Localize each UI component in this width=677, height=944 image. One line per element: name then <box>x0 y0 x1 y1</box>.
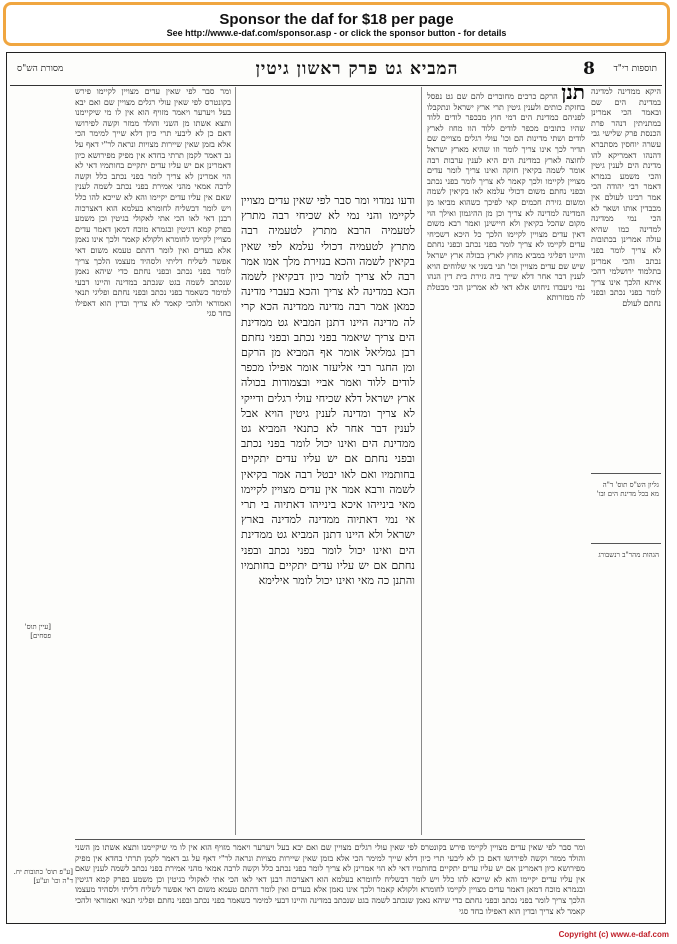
margin-note-left-2: [ע"פ תוס' כתובות יח. ד"ה וכו' וע"ע] <box>13 868 73 885</box>
copyright-notice: Copyright (c) www.e-daf.com <box>558 930 669 939</box>
sponsor-title: Sponsor the daf for $18 per page <box>219 11 454 28</box>
page-title: המביא גט פרק ראשון גיטין <box>255 59 459 79</box>
column-divider-left <box>235 87 236 835</box>
margin-note-right-2: הגהות מהר"ב רנשבורג <box>598 551 659 559</box>
bottom-commentary-text: ומר סבר לפי שאין עדים מצויין לקיימו פירש בקונטרס לפי שאין עולי רגלים מצויין שם ואם יבא בעל ויערער ויאמר מזויף הוא אין לו מי שיקיימנו ותצא אשתו מן השני והולד ממזר וקשה לפירושו דאם כן לא ליבעי תרי כיון דלא שייך למימר הכי אלא בזמן שאין שיירות מצויות ונראה לר"י דאף על גב דאמר לקמן תרתי בחדא אין מפיק מפירושא כיון דאמרינן אם יש עליו עדים יתקיים בחותמיו דאי לא הוי אמרינן לא צריך לומר בפני נכתב כלל וקשה לרבה אמאי מהני אמירת בפני נכתב לשמה לענין שאם אין עליו עדים יקיימו והא לא שייכא להו כלל ויש לומר דבשליח לחומרא בעלמא הוא דאצרכוה רבנן דאי לאו הכי אתי לאקולי בגיטין וכן משמע בפרק קמא דגיטין ובגמרא מוכח דמאן דאמר עדים מצויין לקיימו לחומרא ולקולא קאמר ולכך אינו נאמן אלא בעדים ואין לומר דהתם טעמא משום דאי אפשר לשליח דליתי ולסהיד מעצמו הלכך צריך לומר בפני נכתב ובפני נחתם כדי שיהא נאמן שנכתב לשמה בגט שנכתב במדינה והיינו דבעי למימר כשאמר בפני נכתב ובפני נחתם ופליגי תנאי ואמוראי ולהכי קאמר לא צריך ובדין הוא דאפילו בחד סגי <box>75 843 585 916</box>
gemara-column <box>241 193 415 835</box>
page-header <box>7 59 665 81</box>
haggahot-note <box>595 551 659 560</box>
page-number: 8 <box>583 59 595 79</box>
mishnah-opening-word: תנן <box>561 87 585 104</box>
rid-separator <box>591 473 661 474</box>
header-left-label: מסורת הש"ס <box>17 64 64 74</box>
bottom-commentary <box>75 843 585 919</box>
column-divider-right <box>421 87 422 835</box>
haggahot-separator <box>591 543 661 544</box>
left-margin-note-bottom <box>13 868 73 886</box>
tosafot-text: ומר סבר לפי שאין עדים מצויין לקיימו פירש בקונטרס לפי שאין עולי רגלים מצויין שם ואם יבא בעל ויערער ויאמר מזויף הוא אין לו מי שיקיימנו ותצא אשתו מן השני והולד ממזר וקשה לפירושו דאם כן לא ליבעי תרי כיון דלא שייך למימר הכי אלא בזמן שאין שיירות מצויות ונראה לר"י דאף על גב דאמר לקמן תרתי בחדא אין מפיק מפירושא כיון דאמרינן אם יש עליו עדים יתקיים בחותמיו דאי לא הוי אמרינן לא צריך לומר בפני נכתב כלל וקשה לרבה אמאי מהני אמירת בפני נכתב לשמה לענין שאם אין עליו עדים יקיימו והא לא שייכא להו כלל ויש לומר דבשליח לחומרא בעלמא הוא דאצרכוה רבנן דאי לאו הכי אתי לאקולי בגיטין וכן משמע בפרק קמא דגיטין ובגמרא מוכח דמאן דאמר עדים מצויין לקיימו לחומרא ולקולא קאמר ולכך אינו נאמן אלא בעדים ואין לומר דהתם טעמא משום דאי אפשר לשליח דליתי ולסהיד מעצמו הלכך צריך לומר בפני נכתב ובפני נחתם כדי שיהא נאמן שנכתב לשמה בגט שנכתב במדינה והיינו דבעי למימר כשאמר בפני נכתב ובפני נחתם ופליגי תנאי ואמוראי ולהכי קאמר לא צריך ובדין הוא דאפילו בחד סגי <box>75 87 231 319</box>
margin-note-left-1: [עיין תוס' פסחים] <box>24 623 51 640</box>
right-margin-note <box>595 481 659 499</box>
left-margin-note <box>13 623 51 641</box>
margin-note-right-1: גליון הש"ס תוס' ד"ה מא בכל מדינת הים ובו' <box>596 481 659 498</box>
tosafot-column <box>75 87 231 835</box>
talmud-page <box>6 52 666 924</box>
header-right-label: תוספות רי"ד <box>613 64 657 74</box>
rashi-column <box>427 87 585 835</box>
sponsor-banner[interactable] <box>3 2 670 46</box>
rashi-text: הרקם כרכים מחוברים להם שם גט נפסל בחזקת כותים ולענין גיטין תרי ארץ ישראל ונתקבלו לפניהם כמדינת הים דמי חוץ מבכפר לודים ללוד שהיו כתובים מכפר לודים ללוד הוו מחוז לארץ לודים ושתי מדינות הם וכו' עולי רגלים מצויים שם תדיר לכך אינו צריך לומר וזו שהיא מארץ ישראל לחוצה לארץ כמדינת הים היא לענין ערבות רבה אומר לשמה בקיאין חזקה ואינו צריך לומר עדים מצויין לקיימו ולכך קאמר לא צריך לומר בפני נכתב ובפני נחתם משום דכולי עלמא לאו בקיאין לשמה ומשום גזירת חכמים קאי לפיכך כשהוא מביאו מן המדינה למדינה לא צריך וכן מן ההיגמון ואילך הוי מקום שהכל בקיאין ולא חיישינן ואמר רבא משום דאין עדים מצויין לקיימו הלכך כל היכא דשכיחי עדים לקיימו לא צריך לומר בפני נכתב ובפני נחתם והיינו דפליגי במביא מחוץ לארץ בכולה ארץ ישראל שיש שם עדים מצויין וכו' תני בשני אי שלוחים הויא לענין דבר אחר דלא שייך ביה גזירת בית דין הנהו נמי ניעבדו ניחוש אלא דאי לא אמרינן הכי מבטלת לה ממזרותא <box>427 92 585 303</box>
sponsor-subtitle[interactable]: See http://www.e-daf.com/sponsor.asp - or click the sponsor button - for details <box>166 28 507 38</box>
gemara-text: ודעו נמדוי ומר סבר לפי שאין עדים מצויין לקיימו והני נמי לא שכיחי רבה מתרץ לטעמיה הרבא מתרץ לטעמיה רבה מתרץ לטעמיה דכולי עלמא לפי שאין בקיאין לשמה והכא בגזירת מלך אמו אמר רבה לא צריך לומר כיון דבקיאין לשמה הכא במדינה לא צריך והכא בעברי מדינה כמאן אמר רבה מדינה ממדינה הכא קרי לה מדינה היינו דתנן המביא גט ממדינת הים צריך שיאמר בפני נכתב ובפני נחתם רבן גמליאל אומר אף המביא מן הרקם ומן החגר רבי אליעזר אומר אפילו מכפר לודים ללוד ואמר אביי ובצמודות בכולה ארץ ישראל דלא שכיחי עולי רגלים ודייקי לא צריך ומדינה לענין גיטין הויא אבל לענין דבר אחר לא כתנאי המביא גט ממדינת הים ואינו יכול לומר בפני נכתב ובפני נחתם אם יש עליו עדים יתקיים בחותמיו ואם לאו יבטל רבה אמר בקיאין לשמה ורבא אמר אין עדים מצויין לקיימו מאי בינייהו איכא בינייהו דאתיוה בי תרי אי נמי דאתיוה ממדינה למדינה בארץ ישראל ולא היינו דתנן המביא גט ממדינת הים ואינו יכול לומר בפני נכתב ובפני נחתם אם יש עליו עדים יתקיים בחותמיו והתנן כה מאי ואינו יכול לומר אילימא <box>241 194 415 588</box>
header-rule <box>10 85 662 86</box>
tosafot-rid-column <box>591 87 661 467</box>
bottom-separator <box>75 839 585 840</box>
tosafot-rid-text: היקא ממדינה למדינה במדינת הים שם ובאמר הכי אמרינן במתניתין דנהר פרת הכנסת פרק שלישי גבי עשרה יוחסין מסתברא דהנהו דאמריקא להו מדינת הים לענין גיטין והכי משמע בגמרא דאמר רבי יהודה הכי אמר רבינו לעולם אין מכבדין אותו ושאר לא הכי נמי ממדינה למדינה כמו שהיא עולה אמרינן בכתובות לא צריך לומר בפני נכתב והכי אמרינן בתלמוד ירושלמי דהכי איתא הלכך אינו צריך לומר בפני נכתב ובפני נחתם לעולם <box>591 87 661 308</box>
